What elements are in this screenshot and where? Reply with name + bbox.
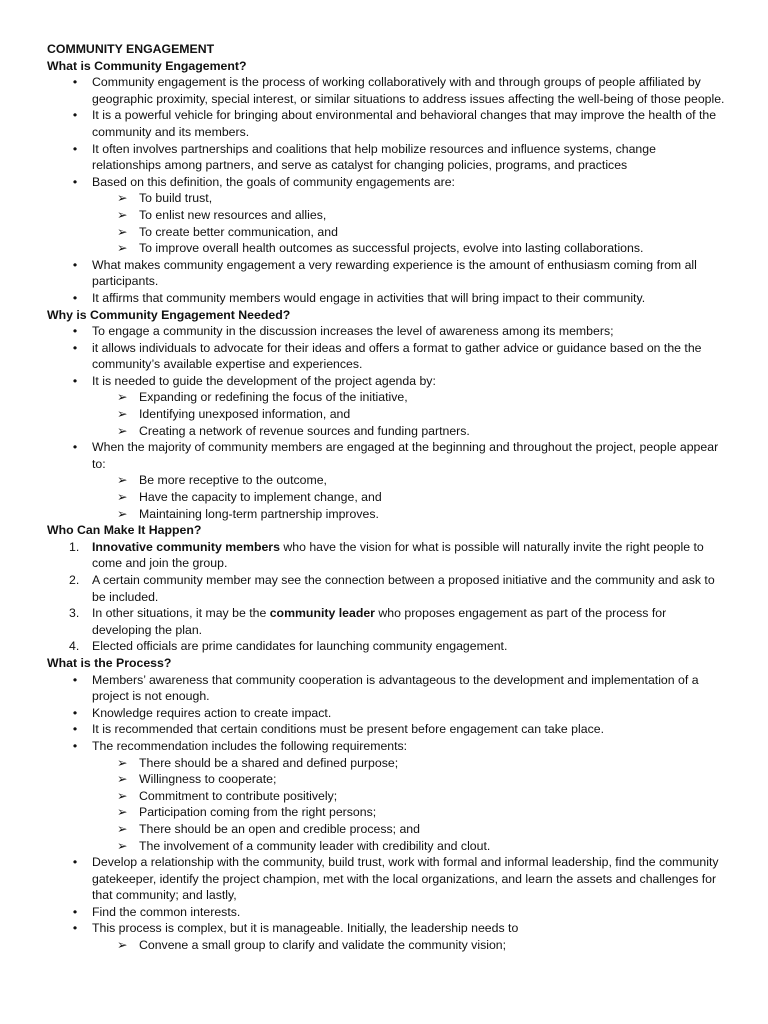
item-text: Find the common interests. [92,904,241,919]
sub-item [47,838,728,855]
bullet-item [47,174,728,257]
sub-item-text: To enlist new resources and allies, [139,207,327,222]
bullet-icon: • [72,705,78,720]
item-text: Members’ awareness that community cooperation is advantageous to the development and implementation of a project is not enough. [92,672,699,704]
item-text: Elected officials are prime candidates for launching community engagement. [92,639,508,654]
item-text: It is a powerful vehicle for bringing about environmental and behavioral changes that may improve the health of the community and its members. [92,108,717,139]
item-text: who have the vision for what is possible will naturally invite the right people to come and join the group. [92,539,704,571]
sub-item-text: Maintaining long-term partnership improves. [139,506,379,521]
bullet-icon: • [72,440,78,455]
arrow-bullet-icon: ➢ [117,390,128,405]
sub-list [92,190,728,256]
bullet-icon: • [72,373,78,388]
bullet-item [47,257,728,290]
bullet-item [47,854,728,904]
sub-item-text: Have the capacity to implement change, and [139,490,382,505]
sub-item [47,240,728,257]
numbered-list [47,539,728,655]
bullet-icon: • [72,921,78,936]
bullet-item [47,74,728,107]
document-body [47,58,728,954]
arrow-bullet-icon: ➢ [117,490,128,505]
bullet-icon: • [72,75,78,90]
sub-list [92,937,728,954]
sub-item [47,224,728,241]
sub-item [47,755,728,772]
sub-item [47,771,728,788]
arrow-bullet-icon: ➢ [117,805,128,820]
bullet-item [47,904,728,921]
numbered-item [47,638,728,655]
bullet-icon: • [72,722,78,737]
arrow-bullet-icon: ➢ [117,506,128,521]
sub-item [47,389,728,406]
sub-item [47,489,728,506]
sub-item-text: There should be a shared and defined purpose; [139,755,399,770]
arrow-bullet-icon: ➢ [117,191,128,206]
item-text: To engage a community in the discussion increases the level of awareness among its members; [92,324,614,339]
arrow-bullet-icon: ➢ [117,241,128,256]
bullet-item [47,738,728,854]
item-text: What makes community engagement a very rewarding experience is the amount of enthusiasm coming from all participants. [92,257,697,289]
section-heading: What is Community Engagement? [47,58,247,73]
bullet-icon: • [72,738,78,753]
bullet-list [47,672,728,954]
numbered-item [47,605,728,638]
item-emphasis: community leader [269,606,375,621]
sub-item [47,506,728,523]
item-text: Knowledge requires action to create impact. [92,705,332,720]
item-text: It often involves partnerships and coalitions that help mobilize resources and influence systems, change relationships among partners, and serve as catalyst for changing policies, programs, and practices [92,141,656,173]
bullet-icon: • [72,904,78,919]
item-text: Based on this definition, the goals of community engagements are: [92,174,455,189]
sub-item-text: Be more receptive to the outcome, [139,473,327,488]
sub-item [47,788,728,805]
arrow-bullet-icon: ➢ [117,838,128,853]
item-text: When the majority of community members are engaged at the beginning and throughout the project, people appear to: [92,440,719,471]
arrow-bullet-icon: ➢ [117,407,128,422]
bullet-icon: • [72,257,78,272]
item-number: 1. [69,539,80,554]
item-text: This process is complex, but it is manageable. Initially, the leadership needs to [92,921,519,936]
sub-item-text: Identifying unexposed information, and [139,407,351,422]
sub-item [47,937,728,954]
sub-item [47,804,728,821]
item-text: It affirms that community members would engage in activities that will bring impact to their community. [92,290,646,305]
bullet-item [47,290,728,307]
bullet-item [47,141,728,174]
section-heading: Why is Community Engagement Needed? [47,307,291,322]
arrow-bullet-icon: ➢ [117,207,128,222]
item-text: In other situations, it may be the [92,606,270,621]
arrow-bullet-icon: ➢ [117,772,128,787]
bullet-item [47,705,728,722]
item-text: who proposes engagement as part of the process for developing the plan. [92,606,667,637]
numbered-item [47,572,728,605]
sub-item-text: The involvement of a community leader with credibility and clout. [139,838,491,853]
bullet-item [47,439,728,522]
section-heading: What is the Process? [47,655,172,670]
bullet-icon: • [72,141,78,156]
sub-item-text: Willingness to cooperate; [139,772,277,787]
sub-list [92,755,728,855]
bullet-item [47,107,728,140]
arrow-bullet-icon: ➢ [117,473,128,488]
item-text: Community engagement is the process of working collaboratively with and through groups of people affiliated by geographic proximity, special interest, or similar situations to address issues affecting the well-being of those people. [92,75,725,106]
bullet-list [47,323,728,522]
sub-item [47,406,728,423]
sub-item [47,190,728,207]
sub-item-text: There should be an open and credible process; and [139,821,420,836]
item-text: A certain community member may see the connection between a proposed initiative and the community and ask to be included. [92,573,715,604]
bullet-list [47,74,728,306]
arrow-bullet-icon: ➢ [117,821,128,836]
sub-list [92,389,728,439]
item-text: It is recommended that certain conditions must be present before engagement can take place. [92,722,604,737]
numbered-item [47,539,728,572]
arrow-bullet-icon: ➢ [117,938,128,953]
sub-item-text: Commitment to contribute positively; [139,788,338,803]
sub-item [47,207,728,224]
arrow-bullet-icon: ➢ [117,755,128,770]
item-emphasis: Innovative community members [92,539,280,554]
sub-item-text: Convene a small group to clarify and validate the community vision; [139,938,507,953]
bullet-item [47,373,728,439]
arrow-bullet-icon: ➢ [117,224,128,239]
bullet-icon: • [72,340,78,355]
sub-item-text: To improve overall health outcomes as successful projects, evolve into lasting collaborations. [139,241,644,256]
sub-item [47,423,728,440]
item-text: The recommendation includes the following requirements: [92,738,408,753]
sub-item [47,821,728,838]
bullet-item [47,672,728,705]
arrow-bullet-icon: ➢ [117,423,128,438]
document-title: COMMUNITY ENGAGEMENT [47,42,215,56]
section-heading: Who Can Make It Happen? [47,523,202,538]
sub-list [92,472,728,522]
bullet-icon: • [72,290,78,305]
sub-item-text: Creating a network of revenue sources and funding partners. [139,423,470,438]
item-number: 3. [69,606,80,621]
item-number: 2. [69,573,80,587]
sub-item-text: Expanding or redefining the focus of the initiative, [139,390,408,405]
bullet-item [47,920,728,953]
bullet-item [47,340,728,373]
bullet-icon: • [72,672,78,687]
bullet-icon: • [72,324,78,339]
bullet-icon: • [72,108,78,123]
item-number: 4. [69,639,80,654]
item-text: It is needed to guide the development of the project agenda by: [92,373,436,388]
bullet-icon: • [72,855,78,870]
item-text: it allows individuals to advocate for their ideas and offers a format to gather advice or guidance based on the the community’s available expertise and experiences. [92,340,702,372]
item-text: Develop a relationship with the community, build trust, work with formal and informal leadership, find the community gatekeeper, identify the project champion, met with the local organizations, and learn the assets and challenges for that community; and lastly, [92,855,719,903]
sub-item-text: To build trust, [139,191,213,206]
sub-item-text: To create better communication, and [139,224,338,239]
bullet-icon: • [72,174,78,189]
sub-item [47,472,728,489]
sub-item-text: Participation coming from the right persons; [139,805,377,820]
bullet-item [47,323,728,340]
bullet-item [47,721,728,738]
arrow-bullet-icon: ➢ [117,788,128,803]
